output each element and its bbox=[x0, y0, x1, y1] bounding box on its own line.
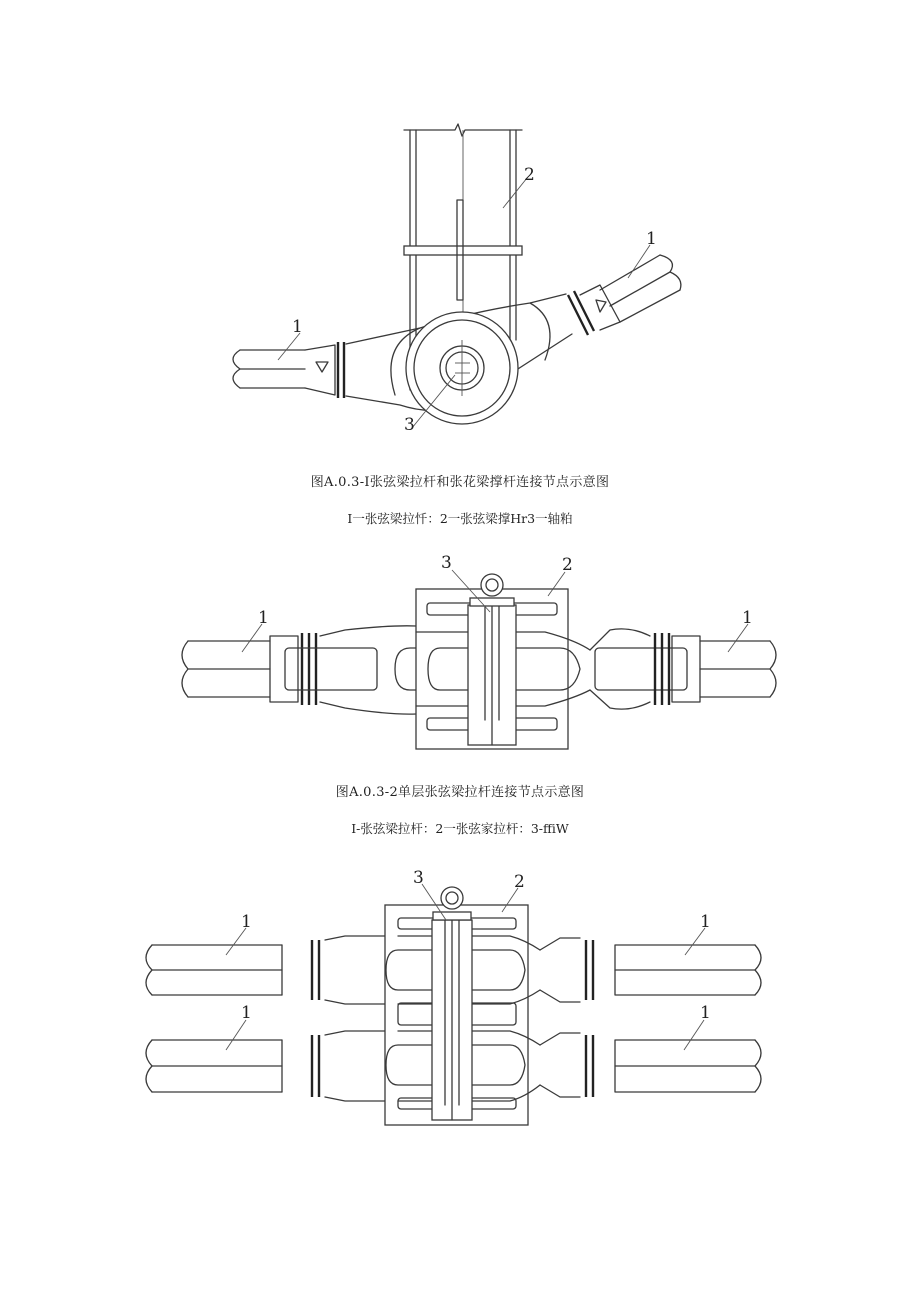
label-rod-top-left: 1 bbox=[241, 912, 252, 932]
label-rod-bottom-left: 1 bbox=[241, 1003, 252, 1023]
label-pin: 3 bbox=[441, 553, 452, 573]
figure-2-legend: I-张弦梁拉杆：2一张弦家拉杆：3-ffiW bbox=[351, 821, 569, 836]
rod-bottom-right bbox=[540, 1033, 761, 1097]
pin bbox=[468, 574, 516, 745]
pin bbox=[432, 887, 472, 1120]
label-pin: 3 bbox=[413, 868, 424, 888]
label-plate: 2 bbox=[562, 555, 573, 575]
label-rod-right: 1 bbox=[646, 229, 657, 249]
label-rod-left: 1 bbox=[258, 608, 269, 628]
figure-2-svg bbox=[0, 540, 920, 760]
figure-2-caption: 图A.0.3-2单层张弦梁拉杆连接节点示意图 bbox=[335, 785, 585, 800]
rod-bottom-left bbox=[146, 1031, 385, 1101]
figure-1-legend: I一张弦梁拉忏：2一张弦梁撑Hr3一轴粕 bbox=[347, 511, 573, 526]
label-pin: 3 bbox=[404, 415, 415, 435]
rod-top-right bbox=[540, 938, 761, 1002]
label-rod-top-right: 1 bbox=[700, 912, 711, 932]
figure-1-diagram bbox=[0, 110, 920, 440]
label-rod-left: 1 bbox=[292, 317, 303, 337]
figure-3-diagram bbox=[0, 862, 920, 1142]
rod-top-left bbox=[146, 936, 385, 1004]
figure-2-diagram bbox=[0, 540, 920, 760]
pin bbox=[406, 312, 518, 424]
rod-right bbox=[568, 255, 681, 335]
rod-left bbox=[233, 342, 344, 398]
figure-1-caption: 图A.0.3-I张弦梁拉杆和张花梁撑杆连接节点示意图 bbox=[310, 475, 610, 490]
rod-right bbox=[590, 629, 776, 709]
label-rod-right: 1 bbox=[742, 608, 753, 628]
label-plate: 2 bbox=[514, 872, 525, 892]
figure-3-svg bbox=[0, 862, 920, 1142]
label-strut: 2 bbox=[524, 165, 535, 185]
rod-left bbox=[182, 626, 416, 714]
figure-1-svg bbox=[0, 110, 920, 440]
label-rod-bottom-right: 1 bbox=[700, 1003, 711, 1023]
